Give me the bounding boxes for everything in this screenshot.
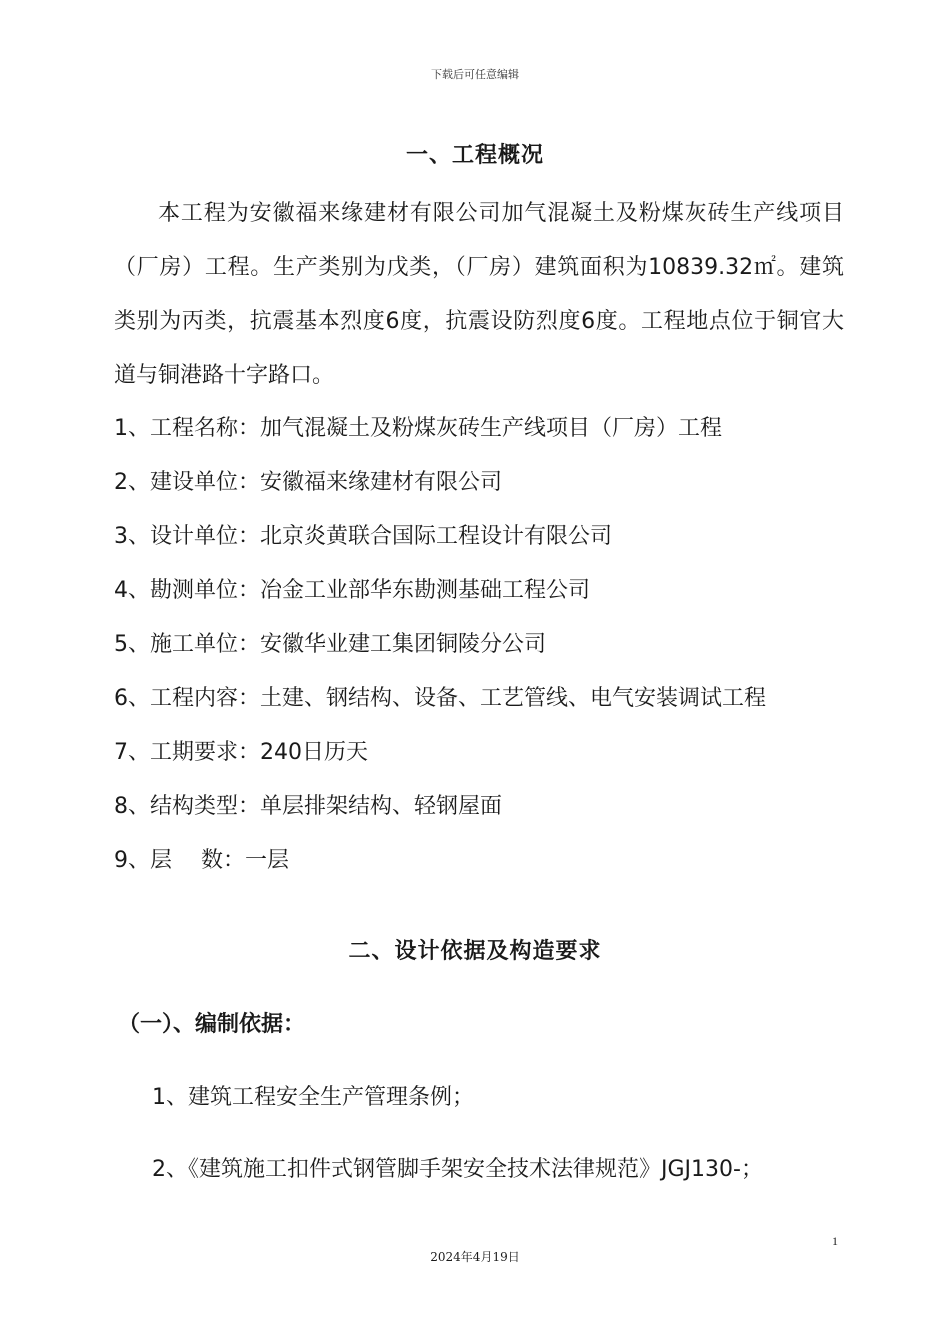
page-number: 1 <box>832 1234 838 1248</box>
reference-item: 2、《建筑施工扣件式钢管脚手架安全技术法律规范》JGJ130-； <box>152 1157 763 1182</box>
section-title-overview: 一、工程概况 <box>405 143 544 168</box>
list-item: 8、结构类型：单层排架结构、轻钢屋面 <box>114 794 502 819</box>
list-item: 5、施工单位：安徽华业建工集团铜陵分公司 <box>114 632 546 657</box>
header-note: 下载后可任意编辑 <box>431 68 519 81</box>
reference-item: 1、建筑工程安全生产管理条例； <box>152 1085 474 1110</box>
footer-date: 2024年4月19日 <box>430 1250 520 1264</box>
list-item: 7、工期要求：240日历天 <box>114 740 368 765</box>
list-item: 1、工程名称：加气混凝土及粉煤灰砖生产线项目（厂房）工程 <box>114 416 722 441</box>
list-item: 6、工程内容：土建、钢结构、设备、工艺管线、电气安装调试工程 <box>114 686 766 711</box>
list-item: 3、设计单位：北京炎黄联合国际工程设计有限公司 <box>114 524 612 549</box>
list-item: 4、勘测单位：冶金工业部华东勘测基础工程公司 <box>114 578 590 603</box>
list-item: 2、建设单位：安徽福来缘建材有限公司 <box>114 470 502 495</box>
list-item: 9、层 数：一层 <box>114 848 289 873</box>
overview-paragraph: 本工程为安徽福来缘建材有限公司加气混凝土及粉煤灰砖生产线项目（厂房）工程。生产类别为戊类，（厂房）建筑面积为10839.32㎡。建筑类别为丙类，抗震基本烈度6度，抗震设防烈度6度。工程地点位于铜官大道与铜港路十字路口。 <box>114 201 844 388</box>
section-title-design-basis: 二、设计依据及构造要求 <box>348 939 602 964</box>
subheading-basis: （一）、编制依据： <box>118 1012 306 1037</box>
